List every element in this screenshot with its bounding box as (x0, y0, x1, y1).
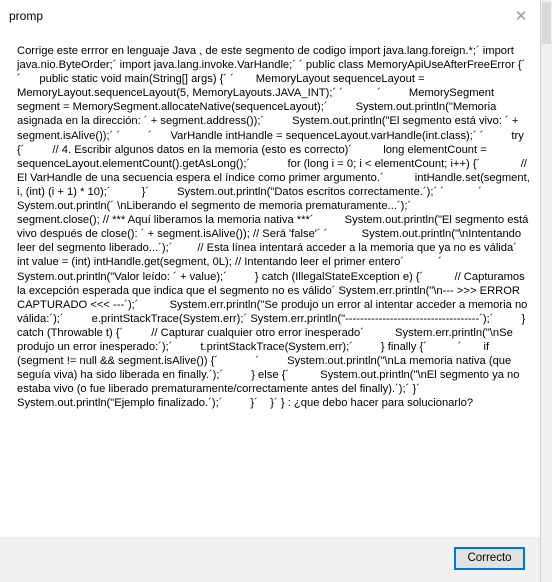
close-icon[interactable]: ✕ (514, 8, 528, 25)
scrollbar-thumb[interactable] (542, 2, 551, 44)
ok-button[interactable]: Correcto (454, 547, 525, 570)
window-scrollbar[interactable] (541, 0, 552, 582)
dialog-message: Corrige este errror en lenguaje Java , de este segmento de codigo import java.lang.foreign.*;´ import java.nio.ByteOrder;´ import java.lang.invoke.VarHandle;´ ´ public class MemoryApiUseAfterFreeError {´ ´ public static void main(String[] args) {´ ´ MemoryLayout sequenceLayout = MemoryLayout.sequenceLayout(5, MemoryLayouts.JAVA_INT);´ ´ ´ MemorySegment segment = MemorySegment.allocateNative(sequenceLayout);´ System.out.println("Memoria asignada en la dirección: ´ + segment.address());´ System.out.println("El segmento está vivo: ´ + segment.isAlive());´ ´ ´ VarHandle intHandle = sequenceLayout.varHandle(int.class);´ ´ try {´ // 4. Escribir algunos datos en la memoria (esto es correcto)´ long elementCount = sequenceLayout.elementCount().getAsLong();´ for (long i = 0; i < elementCount; i++) {´ // El VarHandle de una secuencia espera el índice como primer argumento.´ intHandle.set(segment, i, (int) (i + 1) * 10);´ }´ System.out.println("Datos escritos correctamente.´);´ ´ ´ System.out.println(´ \nLiberando el segmento de memoria prematuramente...´);´ segment.close(); // *** Aquí liberamos la memoria nativa ***´ System.out.println("El segmento está vivo después de close(): ´ + segment.isAlive()); // Será 'false'´ ´ System.out.println("\nIntentando leer del segmento liberado...´);´ // Esta línea intentará acceder a la memoria que ya no es válida´ int value = (int) intHandle.get(segment, 0L); // Intentando leer el primer entero´ ´ System.out.println("Valor leído: ´ + value);´ } catch (IllegalStateException e) {´ // Capturamos la excepción esperada que indica que el segmento no es válido´ System.err.println("\n--- >>> ERROR CAPTURADO <<< ---´);´ System.err.println("Se produjo un error al intentar acceder a memoria no válida:´);´ e.printStackTrace(System.err);´ System.err.println("------------------------------------´);´ } catch (Throwable t) {´ // Capturar cualquier otro error inesperado´ System.err.println("\nSe produjo un error inesperado:´);´ t.printStackTrace(System.err);´ } finally {´ ´ if (segment != null && segment.isAlive()) {´ ´ System.out.println("\nLa memoria nativa (que seguía viva) ha sido liberada en finally.´);´ } else {´ System.out.println("\nEl segmento ya no estaba vivo (o fue liberado prematuramente/correctamente antes del finally).´);´ }´ System.out.println("Ejemplo finalizado.´);´ }´ }´ } : ¿que debo hacer para solucionarlo? (17, 45, 533, 410)
dialog-title: promp (9, 9, 44, 23)
